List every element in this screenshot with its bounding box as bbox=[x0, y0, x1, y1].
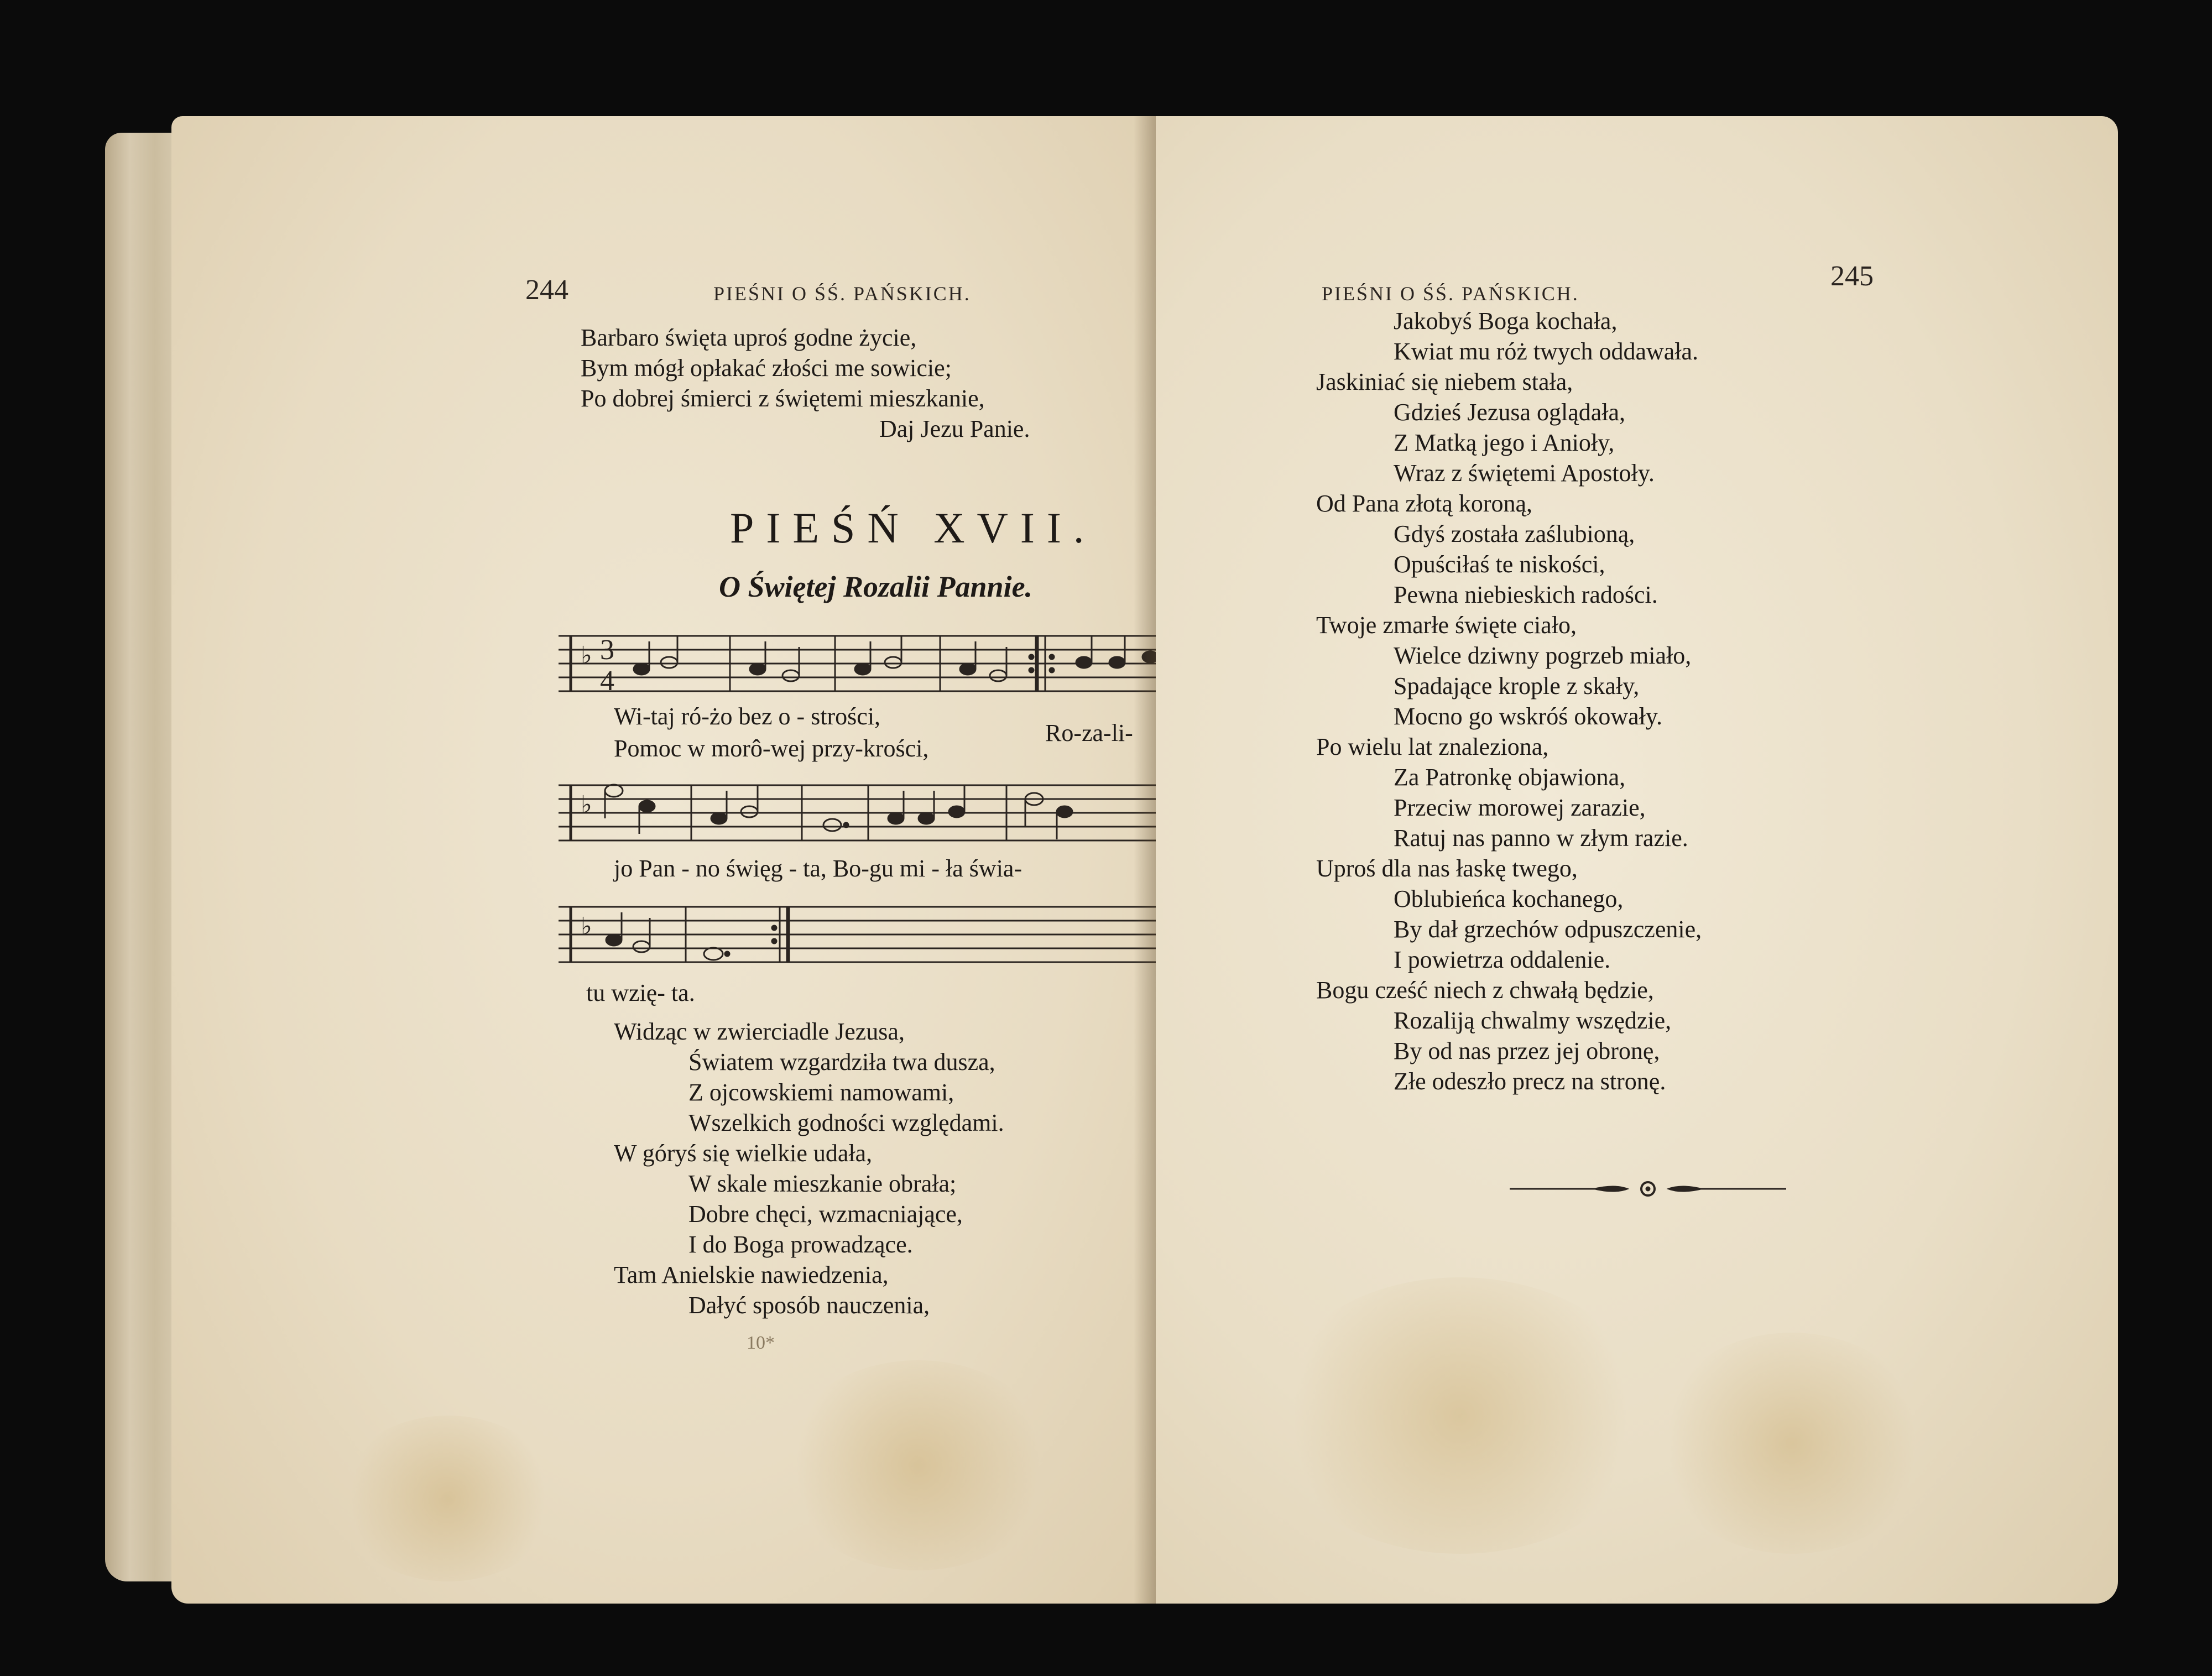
music-staff-3 bbox=[559, 896, 1156, 973]
right-page bbox=[1156, 116, 2118, 1604]
verse-line: Z Matką jego i Anioły, bbox=[1394, 429, 1615, 456]
verse-line: Gdzieś Jezusa oglądała, bbox=[1394, 399, 1626, 426]
verse-line: By od nas przez jej obronę, bbox=[1394, 1037, 1660, 1064]
verse-line: Jaskiniać się niebem stała, bbox=[1316, 368, 1573, 395]
verse-line: Tam Anielskie nawiedzenia, bbox=[614, 1261, 889, 1288]
verse-line: Opuściłaś te niskości, bbox=[1394, 551, 1605, 578]
running-header: PIEŚNI O ŚŚ. PAŃSKICH. bbox=[713, 283, 971, 305]
svg-text:♭: ♭ bbox=[581, 791, 592, 819]
verse-line: Kwiat mu róż twych oddawała. bbox=[1394, 338, 1699, 365]
verse-line: Mocno go wskróś okowały. bbox=[1394, 703, 1662, 730]
verse-line: Gdyś została zaślubioną, bbox=[1394, 520, 1635, 547]
stain bbox=[780, 1360, 1056, 1570]
opening-line: Bym mógł opłakać złości me sowicie; bbox=[581, 354, 952, 382]
verse-line: Pewna niebieskich radości. bbox=[1394, 581, 1658, 608]
verse-line: By dał grzechów odpuszczenie, bbox=[1394, 916, 1702, 943]
time-sig-top: 3 bbox=[600, 634, 614, 666]
verse-line: Wraz z świętemi Apostoły. bbox=[1394, 460, 1655, 487]
music-staff-2 bbox=[559, 774, 1156, 852]
verse-line: Wielce dziwny pogrzeb miało, bbox=[1394, 642, 1692, 669]
song-subtitle: O Świętej Rozalii Pannie. bbox=[719, 570, 1033, 603]
lyrics-row-1a: Wi-taj ró-żo bez o - strości, bbox=[614, 703, 881, 730]
verse-line: I powietrza oddalenie. bbox=[1394, 946, 1611, 973]
verse-line: Od Pana złotą koroną, bbox=[1316, 490, 1532, 517]
verse-line: W góryś się wielkie udała, bbox=[614, 1140, 873, 1167]
verse-line: I do Boga prowadzące. bbox=[688, 1231, 913, 1258]
verse-line: W skale mieszkanie obrała; bbox=[688, 1170, 957, 1197]
verse-line: Przeciw morowej zarazie, bbox=[1394, 794, 1646, 821]
verse-line: Oblubieńca kochanego, bbox=[1394, 885, 1624, 912]
open-book bbox=[105, 100, 2129, 1626]
song-title: PIEŚŃ XVII. bbox=[730, 504, 1097, 552]
svg-text:♭: ♭ bbox=[581, 641, 592, 670]
lyrics-row-3: tu wzię- ta. bbox=[586, 979, 695, 1006]
running-header: PIEŚNI O ŚŚ. PAŃSKICH. bbox=[1322, 283, 1579, 305]
verse-line: Uproś dla nas łaskę twego, bbox=[1316, 855, 1578, 882]
verse-line: Rozaliją chwalmy wszędzie, bbox=[1394, 1007, 1672, 1034]
opening-line: Po dobrej śmierci z świętemi mieszkanie, bbox=[581, 385, 985, 412]
verse-line: Ratuj nas panno w złym razie. bbox=[1394, 824, 1688, 852]
verse-line: Widząc w zwierciadle Jezusa, bbox=[614, 1018, 905, 1045]
verse-line: Światem wzgardziła twa dusza, bbox=[688, 1048, 995, 1075]
opening-line: Barbaro święta uproś godne życie, bbox=[581, 324, 917, 351]
stain bbox=[1266, 1277, 1653, 1554]
signature-mark: 10* bbox=[747, 1333, 775, 1353]
verse-line: Bogu cześć niech z chwałą będzie, bbox=[1316, 977, 1654, 1004]
verse-line: Po wielu lat znaleziona, bbox=[1316, 733, 1549, 760]
opening-line: Daj Jezu Panie. bbox=[879, 415, 1030, 442]
fleuron-rule-icon bbox=[1510, 1178, 1786, 1200]
page-number: 244 bbox=[525, 274, 568, 306]
music-staff-1 bbox=[559, 625, 1156, 702]
lyrics-row-2: jo Pan - no święg - ta, Bo-gu mi - ła świa- bbox=[614, 855, 1022, 882]
left-page bbox=[171, 116, 1156, 1604]
page-number: 245 bbox=[1830, 260, 1874, 292]
verse-line: Spadające krople z skały, bbox=[1394, 672, 1640, 699]
verse-line: Dobre chęci, wzmacniające, bbox=[688, 1200, 963, 1228]
verse-line: Twoje zmarłe święte ciało, bbox=[1316, 612, 1577, 639]
lyrics-row-1c: Ro-za-li- bbox=[1045, 719, 1133, 746]
verse-line: Wszelkich godności względami. bbox=[688, 1109, 1004, 1136]
verse-line: Jakobyś Boga kochała, bbox=[1394, 307, 1618, 335]
verse-line: Za Patronkę objawiona, bbox=[1394, 764, 1626, 791]
time-sig-bottom: 4 bbox=[600, 665, 614, 697]
verse-line: Złe odeszło precz na stronę. bbox=[1394, 1068, 1666, 1095]
svg-text:♭: ♭ bbox=[581, 912, 592, 941]
verse-line: Z ojcowskiemi namowami, bbox=[688, 1079, 954, 1106]
stain bbox=[1653, 1333, 1930, 1554]
verse-line: Dałyć sposób nauczenia, bbox=[688, 1292, 930, 1319]
lyrics-row-1b: Pomoc w morô-wej przy-krości, bbox=[614, 735, 929, 762]
stain bbox=[337, 1416, 559, 1581]
